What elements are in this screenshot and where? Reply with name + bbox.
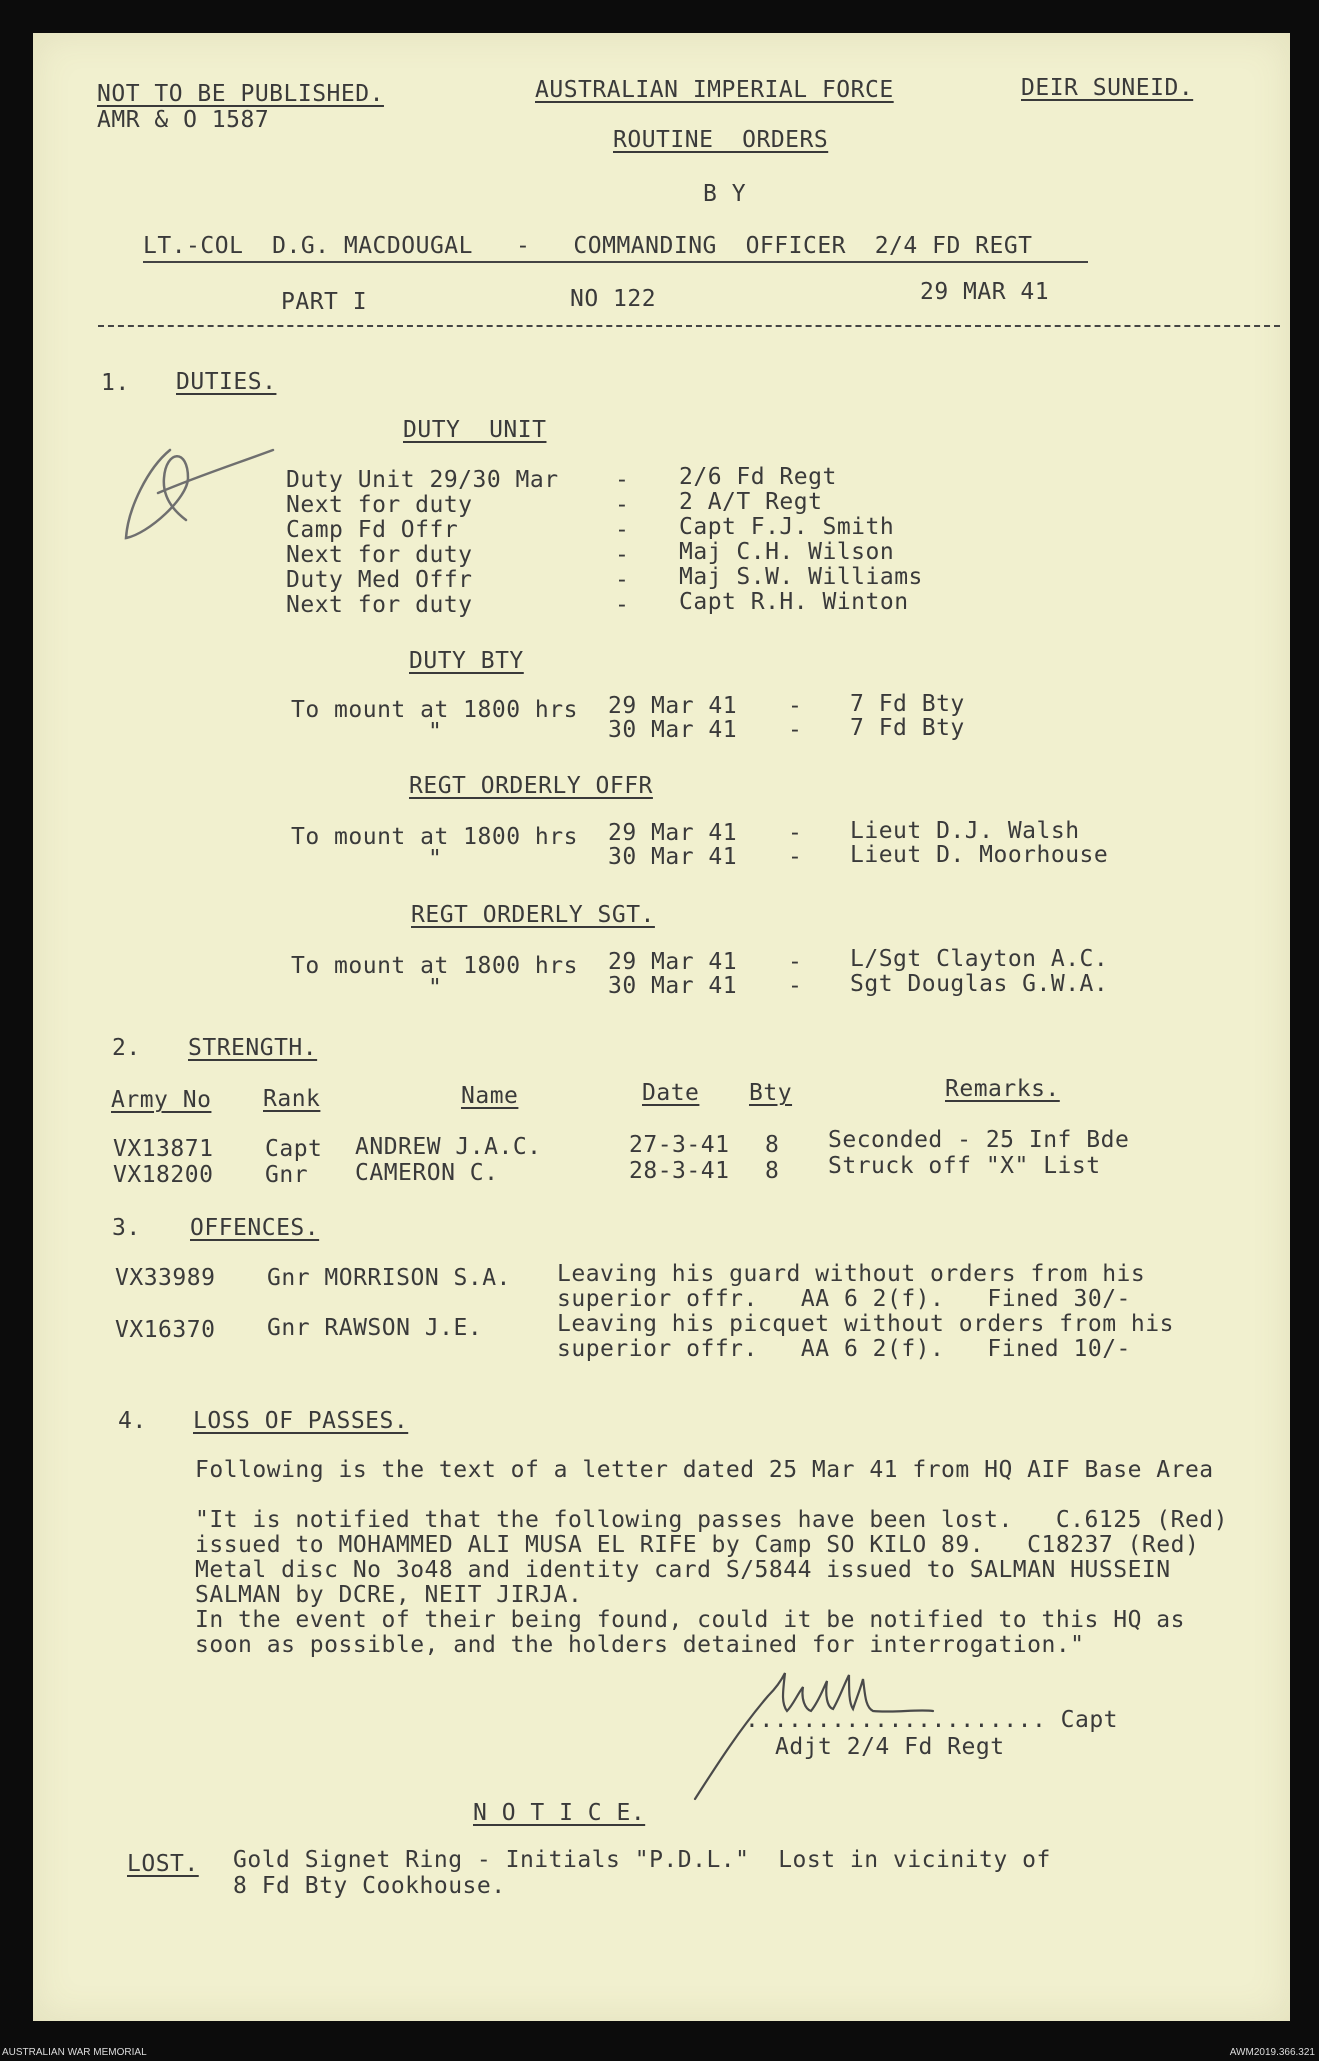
mount-dash: - — [788, 820, 803, 846]
mount-value: 7 Fd Bty — [850, 691, 965, 717]
amr-reference: AMR & O 1587 — [97, 107, 270, 133]
footer-accession: AWM2019.366.321 — [1229, 2047, 1315, 2058]
signature-line: ..................... Capt — [745, 1707, 1119, 1733]
header-date: Date — [642, 1080, 700, 1106]
duty-row-label: Next for duty — [286, 492, 473, 518]
mount-value: Lieut D.J. Walsh — [850, 818, 1080, 844]
officer-underline — [143, 261, 1088, 263]
mount-date: 30 Mar 41 — [608, 844, 738, 870]
mount-dash: - — [788, 844, 803, 870]
notice-line-2: 8 Fd Bty Cookhouse. — [233, 1873, 506, 1899]
section-3-title: OFFENCES. — [190, 1215, 320, 1241]
ditto-mark: " — [428, 975, 443, 1001]
section-1-number: 1. — [101, 370, 130, 396]
mount-value: Sgt Douglas G.W.A. — [850, 971, 1109, 997]
header-rank: Rank — [263, 1086, 321, 1112]
mount-value: L/Sgt Clayton A.C. — [850, 946, 1109, 972]
quote-line: soon as possible, and the holders detained for interrogation." — [195, 1632, 1085, 1658]
notice-title: N O T I C E. — [473, 1800, 646, 1826]
ditto-mark: " — [428, 719, 443, 745]
section-3-number: 3. — [112, 1215, 141, 1241]
ditto-mark: " — [428, 846, 443, 872]
order-number: NO 122 — [570, 286, 657, 312]
rank: Gnr — [265, 1162, 309, 1188]
quote-line: In the event of their being found, could it be notified to this HQ as — [195, 1607, 1185, 1633]
duty-row-label: Next for duty — [286, 542, 473, 568]
regt-orderly-sgt-title: REGT ORDERLY SGT. — [411, 902, 655, 928]
header-name: Name — [461, 1083, 519, 1109]
header-bty: Bty — [749, 1080, 793, 1106]
quote-line: "It is notified that the following passes have been lost. C.6125 (Red) — [195, 1507, 1228, 1533]
duty-row-dash: - — [615, 467, 630, 493]
document-page — [33, 33, 1290, 2021]
document-title: ROUTINE ORDERS — [613, 127, 829, 153]
section-2-number: 2. — [112, 1035, 141, 1061]
remarks: Struck off "X" List — [828, 1153, 1101, 1179]
pencil-mark — [118, 438, 278, 558]
rank: Capt — [265, 1136, 323, 1162]
header-army-no: Army No — [111, 1087, 212, 1113]
mount-dash: - — [788, 693, 803, 719]
header-remarks: Remarks. — [945, 1076, 1060, 1102]
duty-bty-title: DUTY BTY — [409, 648, 524, 674]
duty-row-label: Duty Med Offr — [286, 567, 473, 593]
mount-text: To mount at 1800 hrs — [291, 697, 578, 723]
offence-line-2: superior offr. AA 6 2(f). Fined 30/- — [557, 1286, 1131, 1312]
mount-dash: - — [788, 717, 803, 743]
quote-line: SALMAN by DCRE, NEIT JIRJA. — [195, 1582, 583, 1608]
mount-dash: - — [788, 949, 803, 975]
duty-row-dash: - — [615, 542, 630, 568]
offence-line-2: superior offr. AA 6 2(f). Fined 10/- — [557, 1336, 1131, 1362]
date: 28-3-41 — [629, 1158, 730, 1184]
section-4-number: 4. — [118, 1408, 147, 1434]
duty-row-label: Camp Fd Offr — [286, 517, 459, 543]
commanding-officer-line: LT.-COL D.G. MACDOUGAL - COMMANDING OFFICER 2/4 FD REGT — [143, 233, 1033, 259]
header-divider — [98, 325, 1280, 327]
offence-line-1: Leaving his guard without orders from his — [557, 1261, 1146, 1287]
duty-row-label: Duty Unit 29/30 Mar — [286, 467, 559, 493]
duty-row-dash: - — [615, 592, 630, 618]
duty-row-value: Maj S.W. Williams — [679, 564, 923, 590]
offence-line-1: Leaving his picquet without orders from his — [557, 1311, 1174, 1337]
duty-row-value: Capt F.J. Smith — [679, 514, 895, 540]
footer-credit: AUSTRALIAN WAR MEMORIAL — [2, 2047, 147, 2058]
regt-orderly-offr-title: REGT ORDERLY OFFR — [409, 773, 653, 799]
army-no: VX13871 — [113, 1136, 214, 1162]
duty-row-dash: - — [615, 567, 630, 593]
letter-intro: Following is the text of a letter dated 25 Mar 41 from HQ AIF Base Area — [195, 1457, 1214, 1483]
duty-row-value: 2 A/T Regt — [679, 489, 823, 515]
quote-line: Metal disc No 3o48 and identity card S/5844 issued to SALMAN HUSSEIN — [195, 1557, 1171, 1583]
mount-date: 29 Mar 41 — [608, 693, 738, 719]
mount-date: 29 Mar 41 — [608, 820, 738, 846]
mount-text: To mount at 1800 hrs — [291, 953, 578, 979]
force-heading: AUSTRALIAN IMPERIAL FORCE — [535, 77, 894, 103]
date: 27-3-41 — [629, 1132, 730, 1158]
mount-text: To mount at 1800 hrs — [291, 824, 578, 850]
bty: 8 — [765, 1158, 780, 1184]
section-4-title: LOSS OF PASSES. — [193, 1408, 409, 1434]
bty: 8 — [765, 1132, 780, 1158]
name: CAMERON C. — [355, 1160, 499, 1186]
remarks: Seconded - 25 Inf Bde — [828, 1127, 1130, 1153]
section-2-title: STRENGTH. — [188, 1035, 318, 1061]
order-date: 29 MAR 41 — [920, 279, 1050, 305]
duty-unit-title: DUTY UNIT — [403, 417, 547, 443]
mount-value: 7 Fd Bty — [850, 715, 965, 741]
by-text: B Y — [703, 181, 747, 207]
footer — [0, 2047, 1319, 2061]
not-to-be-published: NOT TO BE PUBLISHED. — [97, 81, 384, 107]
section-1-title: DUTIES. — [176, 369, 277, 395]
army-no: VX16370 — [115, 1317, 216, 1343]
mount-date: 30 Mar 41 — [608, 717, 738, 743]
signatory-title: Adjt 2/4 Fd Regt — [775, 1734, 1005, 1760]
name: ANDREW J.A.C. — [355, 1134, 542, 1160]
mount-date: 30 Mar 41 — [608, 973, 738, 999]
army-no: VX18200 — [113, 1162, 214, 1188]
duty-row-value: Capt R.H. Winton — [679, 589, 909, 615]
duty-row-label: Next for duty — [286, 592, 473, 618]
offender-name: Gnr MORRISON S.A. — [267, 1265, 511, 1291]
mount-dash: - — [788, 973, 803, 999]
notice-line-1: Gold Signet Ring - Initials "P.D.L." Lost in vicinity of — [233, 1847, 1051, 1873]
lost-label: LOST. — [127, 1851, 199, 1877]
part-number: PART I — [281, 289, 368, 315]
army-no: VX33989 — [115, 1265, 216, 1291]
mount-value: Lieut D. Moorhouse — [850, 842, 1109, 868]
offender-name: Gnr RAWSON J.E. — [267, 1315, 483, 1341]
mount-date: 29 Mar 41 — [608, 949, 738, 975]
location: DEIR SUNEID. — [1021, 75, 1194, 101]
duty-row-value: Maj C.H. Wilson — [679, 539, 895, 565]
duty-row-dash: - — [615, 492, 630, 518]
duty-row-value: 2/6 Fd Regt — [679, 464, 837, 490]
duty-row-dash: - — [615, 517, 630, 543]
quote-line: issued to MOHAMMED ALI MUSA EL RIFE by Camp SO KILO 89. C18237 (Red) — [195, 1532, 1200, 1558]
